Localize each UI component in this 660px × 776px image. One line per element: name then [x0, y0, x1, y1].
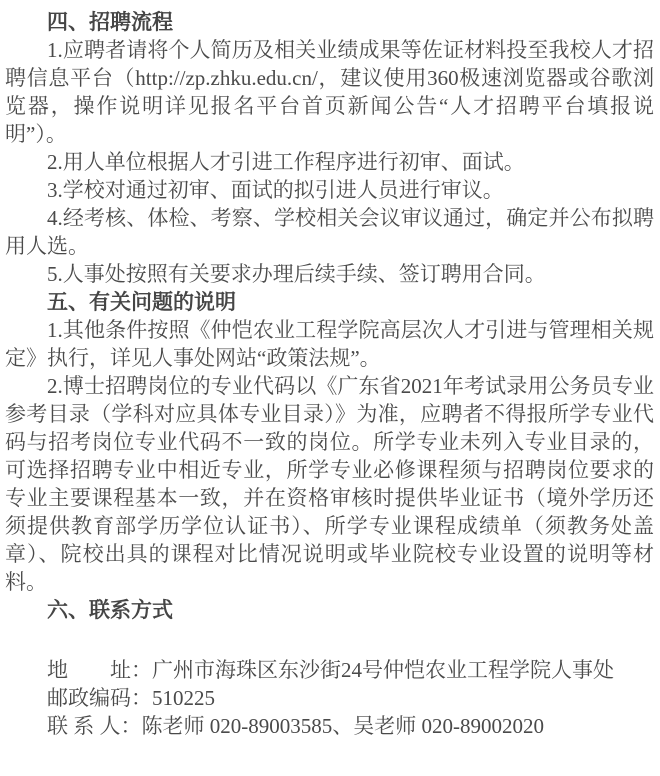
- paragraph-school-review: 3.学校对通过初审、面试的拟引进人员进行审议。: [47, 178, 504, 202]
- section-heading-recruitment-process: 四、招聘流程: [47, 10, 173, 34]
- contact-line-address: [5, 656, 654, 684]
- contact-postcode-value: 510225: [152, 686, 215, 710]
- contact-persons-value: 陈老师 020-89003585、吴老师 020-89002020: [141, 714, 544, 738]
- contact-address-label: 地 址：: [47, 658, 152, 682]
- section-heading-contact: 六、联系方式: [47, 598, 173, 622]
- contact-line-postcode: [5, 684, 654, 712]
- contact-line-persons: [5, 712, 654, 740]
- contact-persons-label: 联 系 人：: [47, 714, 142, 738]
- contact-postcode-label: 邮政编码：: [47, 686, 152, 710]
- contact-block: [5, 656, 654, 740]
- paragraph-other-conditions: 1.其他条件按照《仲恺农业工程学院高层次人才引进与管理相关规定》执行，详见人事处网站“政策法规”。: [5, 318, 654, 370]
- paragraph-sign-contract: 5.人事处按照有关要求办理后续手续、签订聘用合同。: [47, 262, 546, 286]
- paragraph-initial-review: 2.用人单位根据人才引进工作程序进行初审、面试。: [47, 150, 525, 174]
- paragraph-apply-platform: 1.应聘者请将个人简历及相关业绩成果等佐证材料投至我校人才招聘信息平台（http://zp.zhku.edu.cn/，建议使用360极速浏览器或谷歌浏览器，操作说明详见报名平台首页新闻公告“人才招聘平台填报说明”）。: [5, 38, 654, 146]
- contact-address-value: 广州市海珠区东沙街24号仲恺农业工程学院人事处: [152, 658, 614, 682]
- paragraph-publish-candidates: 4.经考核、体检、考察、学校相关会议审议通过，确定并公布拟聘用人选。: [5, 206, 654, 258]
- section-heading-notes: 五、有关问题的说明: [47, 290, 236, 314]
- paragraph-major-codes: 2.博士招聘岗位的专业代码以《广东省2021年考试录用公务员专业参考目录（学科对应具体专业目录）》为准，应聘者不得报所学专业代码与招考岗位专业代码不一致的岗位。所学专业未列入专业目录的，可选择招聘专业中相近专业，所学专业必修课程须与招聘岗位要求的专业主要课程基本一致，并在资格审核时提供毕业证书（境外学历还须提供教育部学历学位认证书）、所学专业课程成绩单（须教务处盖章）、院校出具的课程对比情况说明或毕业院校专业设置的说明等材料。: [5, 374, 654, 594]
